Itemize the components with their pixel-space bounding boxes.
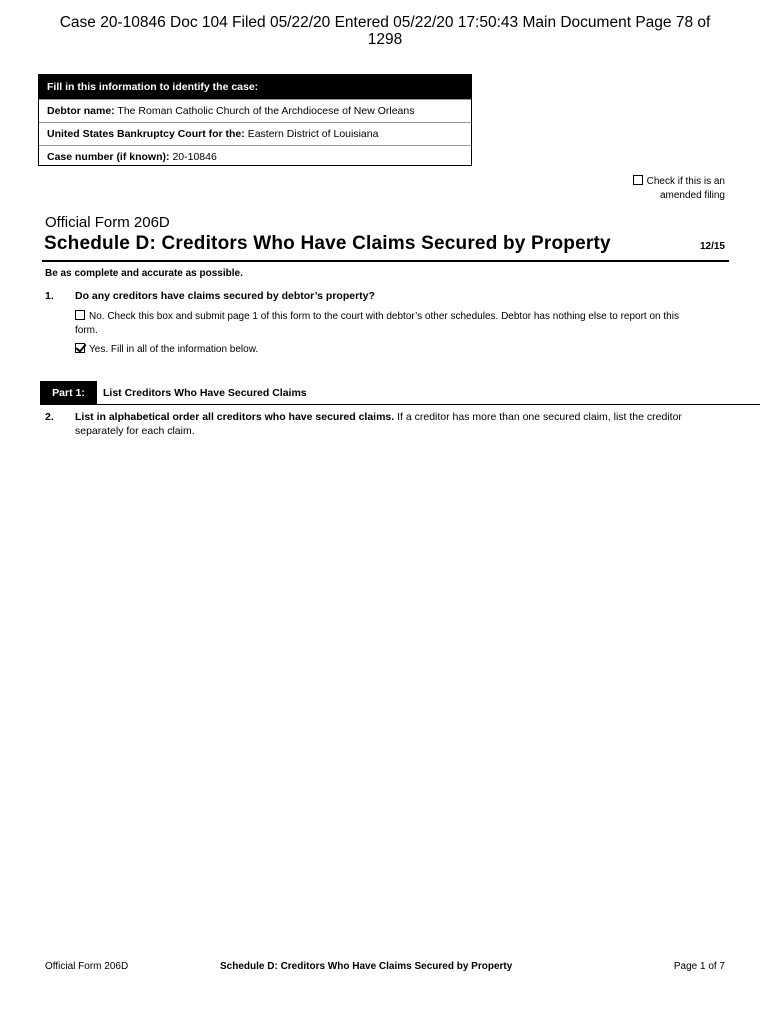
debtor-name-row xyxy=(39,99,471,122)
part-1-header xyxy=(40,381,730,405)
question-1-number: 1. xyxy=(45,290,54,302)
option-yes-checkbox[interactable] xyxy=(75,343,85,353)
amended-filing-label-1: Check if this is an xyxy=(646,176,725,187)
part-1-title: List Creditors Who Have Secured Claims xyxy=(103,387,307,399)
option-yes xyxy=(75,343,720,357)
case-number-label: Case number (if known): xyxy=(47,151,170,163)
debtor-name-label: Debtor name: xyxy=(47,105,115,117)
footer-title: Schedule D: Creditors Who Have Claims Secured by Property xyxy=(220,961,513,972)
footer-form-number: Official Form 206D xyxy=(45,961,129,972)
option-no-checkbox[interactable] xyxy=(75,310,85,320)
option-yes-text: Yes. Fill in all of the information below. xyxy=(89,344,259,355)
option-no xyxy=(75,310,720,338)
court-filing-stamp xyxy=(0,14,770,48)
case-number-value[interactable]: 20-10846 xyxy=(172,151,217,163)
title-rule xyxy=(42,260,729,262)
question-1-text: Do any creditors have claims secured by debtor’s property? xyxy=(75,290,375,302)
case-box-header: Fill in this information to identify the case: xyxy=(39,75,471,99)
court-value[interactable]: Eastern District of Louisiana xyxy=(247,128,379,140)
amended-filing-checkbox[interactable] xyxy=(633,175,643,185)
debtor-name-value[interactable]: The Roman Catholic Church of the Archdiocese of New Orleans xyxy=(117,105,415,117)
footer-page-number: Page 1 of 7 xyxy=(673,961,725,972)
court-label: United States Bankruptcy Court for the: xyxy=(47,128,245,140)
case-identification-box xyxy=(38,74,472,166)
question-2-text: If a creditor has more than one secured claim, list the creditor separately for each claim. xyxy=(75,411,682,437)
question-2 xyxy=(45,410,705,438)
stamp-line-1: Case 20-10846 Doc 104 Filed 05/22/20 Entered 05/22/20 17:50:43 Main Document Page 78 of xyxy=(59,14,711,31)
part-1-label: Part 1: xyxy=(40,381,97,405)
question-2-number: 2. xyxy=(45,411,54,423)
question-2-body xyxy=(75,410,705,438)
part-1-rule xyxy=(97,404,760,406)
form-number: Official Form 206D xyxy=(45,214,170,231)
instruction: Be as complete and accurate as possible. xyxy=(45,268,243,279)
question-2-bold-text: List in alphabetical order all creditors who have secured claims. xyxy=(75,411,395,423)
amended-filing-option xyxy=(605,175,725,203)
form-title: Schedule D: Creditors Who Have Claims Secured by Property xyxy=(44,233,611,254)
case-number-row xyxy=(39,145,471,168)
amended-filing-label-2: amended filing xyxy=(659,190,725,201)
stamp-line-2: 1298 xyxy=(367,31,403,48)
form-version: 12/15 xyxy=(699,241,725,252)
option-no-text-2: form. xyxy=(75,325,98,336)
option-no-text: No. Check this box and submit page 1 of this form to the court with debtor’s other schedules. Debtor has nothing else to report on this xyxy=(89,311,679,322)
court-row xyxy=(39,122,471,145)
question-1 xyxy=(45,289,725,303)
